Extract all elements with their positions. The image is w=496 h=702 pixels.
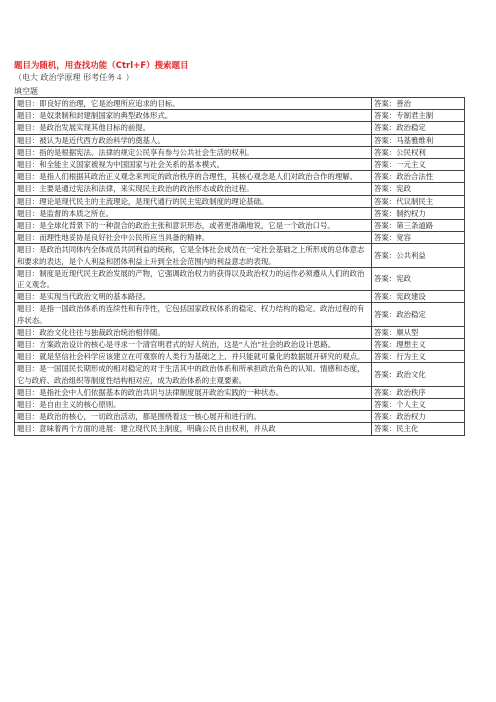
table-row bbox=[15, 244, 465, 267]
table-row bbox=[15, 267, 465, 290]
question-prefix: 题目： bbox=[17, 99, 40, 108]
answer-text: 个人主义 bbox=[396, 400, 426, 410]
table-row bbox=[15, 386, 465, 398]
question-text: 指的是根据宪法、法律的规定公民享有参与公共社会生活的权利。 bbox=[39, 147, 254, 157]
table-row bbox=[15, 98, 465, 110]
question-cell bbox=[15, 110, 372, 122]
answer-text: 政治稳定 bbox=[396, 310, 426, 320]
question-cell bbox=[15, 146, 372, 158]
answer-text: 宪政 bbox=[396, 184, 411, 194]
answer-prefix: 答案： bbox=[374, 274, 397, 284]
answer-cell bbox=[372, 386, 465, 398]
answer-text: 善治 bbox=[396, 99, 411, 108]
question-prefix: 题目： bbox=[17, 196, 40, 206]
question-text: 制度是近现代民主政治发展的产物，它强调政治权力的获得以及政治权力的运作必须遵从人们的政治正义观念。 bbox=[17, 268, 365, 290]
question-cell bbox=[15, 411, 372, 423]
answer-cell bbox=[372, 339, 465, 351]
answer-prefix: 答案： bbox=[374, 412, 397, 422]
question-text: 是全球化背景下的一种混合的政治主张和意识形态，或者更准确地说，它是一个政治口号。 bbox=[39, 221, 335, 231]
question-cell bbox=[15, 399, 372, 411]
answer-text: 顺从型 bbox=[396, 327, 419, 337]
section-heading: 填空题 bbox=[14, 87, 38, 96]
answer-prefix: 答案： bbox=[374, 221, 397, 231]
answer-text: 政治秩序 bbox=[396, 387, 426, 397]
answer-cell bbox=[372, 411, 465, 423]
question-cell bbox=[15, 267, 372, 290]
question-cell bbox=[15, 423, 372, 435]
question-prefix: 题目： bbox=[17, 208, 40, 218]
answer-prefix: 答案： bbox=[374, 99, 397, 108]
answer-cell bbox=[372, 146, 465, 158]
question-text: 是政治共同体内全体成员共同利益的统称，它是全体社会成员在一定社会基础之上所形成的总体意志和要求的表达，是个人利益和团体利益上升到全社会范围内的利益意志的表现。 bbox=[17, 245, 365, 266]
answer-cell bbox=[372, 363, 465, 386]
question-cell bbox=[15, 171, 372, 183]
table-row bbox=[15, 134, 465, 146]
question-text: 是监督的本质之所在。 bbox=[39, 208, 114, 218]
qa-table-body bbox=[15, 98, 465, 436]
answer-prefix: 答案： bbox=[374, 123, 397, 133]
question-prefix: 题目： bbox=[17, 424, 40, 434]
question-cell bbox=[15, 232, 372, 244]
question-prefix: 题目： bbox=[17, 364, 40, 374]
qa-table bbox=[14, 97, 465, 436]
table-row bbox=[15, 195, 465, 207]
answer-cell bbox=[372, 291, 465, 303]
answer-prefix: 答案： bbox=[374, 251, 397, 261]
answer-prefix: 答案： bbox=[374, 400, 397, 410]
answer-cell bbox=[372, 110, 465, 122]
table-row bbox=[15, 291, 465, 303]
answer-text: 理想主义 bbox=[396, 340, 426, 350]
table-row bbox=[15, 339, 465, 351]
search-notice: 题目为随机，用查找功能（Ctrl+F）搜索题目 bbox=[14, 60, 189, 70]
table-row bbox=[15, 207, 465, 219]
answer-text: 第三条道路 bbox=[396, 221, 434, 231]
question-text: 理论是现代民主的主流理论，是现代通行的民主宪政制度的理论基础。 bbox=[39, 196, 269, 206]
document-subtitle: （电大 政治学原理 形考任务４ ） bbox=[14, 73, 134, 82]
answer-prefix: 答案： bbox=[374, 370, 397, 380]
question-prefix: 题目： bbox=[17, 268, 40, 278]
question-cell bbox=[15, 122, 372, 134]
question-text: 和全能主义国家被视为中国国家与社会关系的基本模式。 bbox=[39, 160, 224, 170]
question-cell bbox=[15, 244, 372, 267]
question-prefix: 题目： bbox=[17, 387, 40, 397]
question-cell bbox=[15, 303, 372, 326]
question-cell bbox=[15, 363, 372, 386]
question-text: 是自由主义的核心原则。 bbox=[39, 400, 121, 410]
table-row bbox=[15, 232, 465, 244]
answer-cell bbox=[372, 171, 465, 183]
answer-prefix: 答案： bbox=[374, 327, 397, 337]
table-row bbox=[15, 363, 465, 386]
question-text: 即良好的治理，它是治理所应追求的目标。 bbox=[39, 99, 180, 108]
answer-prefix: 答案： bbox=[374, 310, 397, 320]
question-text: 而理性地妥协是良好社会中公民所应当具备的精神。 bbox=[39, 233, 210, 243]
question-cell bbox=[15, 159, 372, 171]
table-row bbox=[15, 110, 465, 122]
question-text: 是政治发展实现其他目标的前提。 bbox=[39, 123, 151, 133]
question-text: 是指社会中人们依据基本的政治共识与法律制度展开政治实践的一种状态。 bbox=[39, 387, 284, 397]
question-prefix: 题目： bbox=[17, 160, 40, 170]
question-cell bbox=[15, 386, 372, 398]
question-cell bbox=[15, 183, 372, 195]
question-text: 是一国国民长期形成的相对稳定的对于生活其中的政治体系和所承担政治角色的认知、情感和态度，它与政府、政治组织等制度性结构相对应，成为政治体系的主观要素。 bbox=[17, 364, 365, 385]
answer-cell bbox=[372, 98, 465, 110]
answer-cell bbox=[372, 195, 465, 207]
question-cell bbox=[15, 98, 372, 110]
question-prefix: 题目： bbox=[17, 352, 40, 362]
table-row bbox=[15, 159, 465, 171]
answer-cell bbox=[372, 399, 465, 411]
answer-text: 宽容 bbox=[396, 233, 411, 243]
question-prefix: 题目： bbox=[17, 327, 40, 337]
answer-cell bbox=[372, 159, 465, 171]
answer-cell bbox=[372, 122, 465, 134]
answer-cell bbox=[372, 183, 465, 195]
answer-prefix: 答案： bbox=[374, 424, 397, 434]
answer-prefix: 答案： bbox=[374, 340, 397, 350]
question-cell bbox=[15, 207, 372, 219]
table-row bbox=[15, 303, 465, 326]
answer-cell bbox=[372, 423, 465, 435]
answer-cell bbox=[372, 220, 465, 232]
question-prefix: 题目： bbox=[17, 184, 40, 194]
question-prefix: 题目： bbox=[17, 123, 40, 133]
answer-text: 宪政 bbox=[396, 274, 411, 284]
question-prefix: 题目： bbox=[17, 221, 40, 231]
answer-prefix: 答案： bbox=[374, 387, 397, 397]
table-row bbox=[15, 423, 465, 435]
answer-text: 行为主义 bbox=[396, 352, 426, 362]
answer-cell bbox=[372, 303, 465, 326]
question-text: 是指一国政治体系的连续性和有序性，它包括国家政权体系的稳定、权力结构的稳定、政治过程的有序状态。 bbox=[17, 304, 365, 325]
answer-prefix: 答案： bbox=[374, 208, 397, 218]
answer-prefix: 答案： bbox=[374, 184, 397, 194]
question-prefix: 题目： bbox=[17, 340, 40, 350]
table-row bbox=[15, 122, 465, 134]
answer-prefix: 答案： bbox=[374, 172, 397, 182]
answer-cell bbox=[372, 207, 465, 219]
question-text: 是实现当代政治文明的基本路径。 bbox=[39, 292, 151, 302]
question-text: 就是坚信社会科学应该建立在可观察的人类行为基础之上、并只能就可量化的数据展开研究的观点。 bbox=[39, 352, 365, 362]
question-cell bbox=[15, 220, 372, 232]
answer-prefix: 答案： bbox=[374, 135, 397, 145]
question-text: 意味着两个方面的进展：建立现代民主制度，明确公民自由权利，并从政 bbox=[39, 424, 276, 434]
table-row bbox=[15, 411, 465, 423]
answer-prefix: 答案： bbox=[374, 292, 397, 302]
answer-text: 马基雅维利 bbox=[396, 135, 434, 145]
answer-prefix: 答案： bbox=[374, 352, 397, 362]
answer-prefix: 答案： bbox=[374, 196, 397, 206]
question-text: 是指人们根据其政治正义观念来判定的政治秩序的合理性，其核心观念是人们对政治合作的理解。 bbox=[39, 172, 357, 182]
answer-prefix: 答案： bbox=[374, 111, 397, 121]
table-row bbox=[15, 146, 465, 158]
answer-text: 民主化 bbox=[396, 424, 419, 434]
answer-cell bbox=[372, 267, 465, 290]
answer-text: 政治合法性 bbox=[396, 172, 434, 182]
question-prefix: 题目： bbox=[17, 111, 40, 121]
question-cell bbox=[15, 351, 372, 363]
question-text: 是政治的核心，一切政治活动，都是围绕着这一核心展开和进行的。 bbox=[39, 412, 261, 422]
question-prefix: 题目： bbox=[17, 400, 40, 410]
question-prefix: 题目： bbox=[17, 172, 40, 182]
answer-prefix: 答案： bbox=[374, 160, 397, 170]
question-prefix: 题目： bbox=[17, 135, 40, 145]
answer-text: 制约权力 bbox=[396, 208, 426, 218]
answer-text: 公共利益 bbox=[396, 251, 426, 261]
question-text: 被认为是近代西方政治科学的奠基人。 bbox=[39, 135, 165, 145]
answer-text: 政治稳定 bbox=[396, 123, 426, 133]
answer-text: 政治权力 bbox=[396, 412, 426, 422]
answer-prefix: 答案： bbox=[374, 233, 397, 243]
question-prefix: 题目： bbox=[17, 412, 40, 422]
answer-text: 专制君主制 bbox=[396, 111, 434, 121]
table-row bbox=[15, 326, 465, 338]
answer-text: 公民权利 bbox=[396, 147, 426, 157]
question-text: 主要是通过宪法和法律，来实现民主政治的政治形态或政治过程。 bbox=[39, 184, 254, 194]
question-prefix: 题目： bbox=[17, 304, 40, 314]
answer-cell bbox=[372, 351, 465, 363]
question-cell bbox=[15, 134, 372, 146]
answer-text: 政治文化 bbox=[396, 370, 426, 380]
question-cell bbox=[15, 291, 372, 303]
question-cell bbox=[15, 326, 372, 338]
table-row bbox=[15, 171, 465, 183]
table-row bbox=[15, 183, 465, 195]
question-prefix: 题目： bbox=[17, 292, 40, 302]
question-text: 政治文化往往与独裁政治统治相伴随。 bbox=[39, 327, 165, 337]
answer-prefix: 答案： bbox=[374, 147, 397, 157]
question-cell bbox=[15, 195, 372, 207]
answer-text: 宪政建设 bbox=[396, 292, 426, 302]
table-row bbox=[15, 220, 465, 232]
answer-cell bbox=[372, 244, 465, 267]
table-row bbox=[15, 351, 465, 363]
question-prefix: 题目： bbox=[17, 147, 40, 157]
answer-cell bbox=[372, 232, 465, 244]
question-cell bbox=[15, 339, 372, 351]
answer-cell bbox=[372, 326, 465, 338]
question-text: 是奴隶制和封建制国家的典型政体形式。 bbox=[39, 111, 173, 121]
table-row bbox=[15, 399, 465, 411]
question-text: 方案政治设计的核心是寻求一个清官明君式的好人统治，这是“人治”社会的政治设计思路。 bbox=[39, 340, 336, 350]
question-prefix: 题目： bbox=[17, 245, 40, 255]
answer-cell bbox=[372, 134, 465, 146]
answer-text: 一元主义 bbox=[396, 160, 426, 170]
answer-text: 代议制民主 bbox=[396, 196, 434, 206]
question-prefix: 题目： bbox=[17, 233, 40, 243]
